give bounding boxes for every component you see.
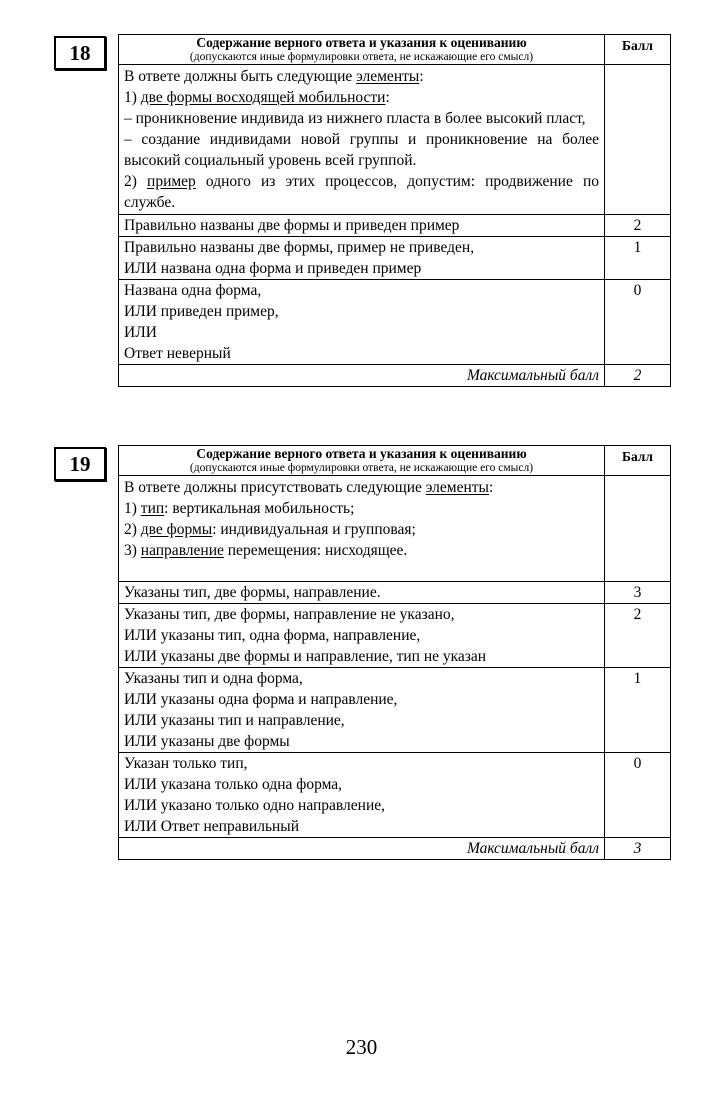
- criteria-score: 2: [605, 604, 671, 668]
- criteria-text: Правильно названы две формы и приведен пример: [119, 215, 605, 237]
- criteria-row: [119, 582, 671, 604]
- criteria-row: [119, 280, 671, 365]
- criteria-score: 1: [605, 668, 671, 753]
- max-score-row: [119, 838, 671, 860]
- criteria-text: Указаны тип, две формы, направление.: [119, 582, 605, 604]
- answer-content-row: [119, 65, 671, 215]
- criteria-text: Названа одна форма, ИЛИ приведен пример, ИЛИ Ответ неверный: [119, 280, 605, 365]
- header-subtitle: (допускаются иные формулировки ответа, не искажающие его смысл): [189, 462, 534, 474]
- answer-content: [119, 476, 605, 582]
- max-score-label: Максимальный балл: [119, 365, 605, 387]
- criteria-row: [119, 237, 671, 280]
- criteria-row: [119, 604, 671, 668]
- task-number-18: 18: [54, 36, 106, 70]
- criteria-text: Указан только тип, ИЛИ указана только одна форма, ИЛИ указано только одно направление, ИЛИ Ответ неправильный: [119, 753, 605, 838]
- content-item-3: 3) направление перемещения: нисходящее.: [124, 542, 408, 559]
- empty-score-cell: [605, 476, 671, 582]
- answer-content: [119, 65, 605, 215]
- max-score-label: Максимальный балл: [119, 838, 605, 860]
- header-cell: [119, 35, 605, 65]
- content-point-1: – проникновение индивида из нижнего пласта в более высокий пласт,: [124, 110, 586, 127]
- criteria-score: 1: [605, 237, 671, 280]
- table-header-row: [119, 446, 671, 476]
- content-item-2: 2) пример одного из этих процессов, допустим: продвижение по службе.: [124, 173, 599, 211]
- criteria-score: 0: [605, 753, 671, 838]
- criteria-table-18: [118, 34, 671, 387]
- criteria-row: [119, 753, 671, 838]
- empty-score-cell: [605, 65, 671, 215]
- criteria-score: 3: [605, 582, 671, 604]
- content-intro: В ответе должны быть следующие элементы:: [124, 68, 424, 85]
- content-item-1: 1) тип: вертикальная мобильность;: [124, 500, 355, 517]
- header-title: Содержание верного ответа и указания к оцениванию: [196, 446, 527, 461]
- score-header: Балл: [605, 446, 671, 476]
- header-title: Содержание верного ответа и указания к оцениванию: [196, 35, 527, 50]
- header-subtitle: (допускаются иные формулировки ответа, не искажающие его смысл): [189, 51, 534, 63]
- criteria-text: Указаны тип и одна форма, ИЛИ указаны одна форма и направление, ИЛИ указаны тип и направление, ИЛИ указаны две формы: [119, 668, 605, 753]
- max-score-value: 2: [605, 365, 671, 387]
- answer-content-row: [119, 476, 671, 582]
- content-intro: В ответе должны присутствовать следующие элементы:: [124, 479, 494, 496]
- criteria-score: 0: [605, 280, 671, 365]
- content-item-2: 2) две формы: индивидуальная и групповая;: [124, 521, 416, 538]
- content-point-2: – создание индивидами новой группы и проникновение на более высокий социальный уровень всей группой.: [124, 131, 599, 169]
- score-header: Балл: [605, 35, 671, 65]
- content-item-1: 1) две формы восходящей мобильности:: [124, 89, 390, 106]
- table-header-row: [119, 35, 671, 65]
- criteria-score: 2: [605, 215, 671, 237]
- criteria-table-19: [118, 445, 671, 860]
- task-number-19: 19: [54, 447, 106, 481]
- criteria-row: [119, 215, 671, 237]
- criteria-row: [119, 668, 671, 753]
- header-cell: [119, 446, 605, 476]
- criteria-text: Правильно названы две формы, пример не приведен, ИЛИ названа одна форма и приведен пример: [119, 237, 605, 280]
- max-score-row: [119, 365, 671, 387]
- page-number: 230: [345, 1035, 378, 1059]
- criteria-text: Указаны тип, две формы, направление не указано, ИЛИ указаны тип, одна форма, направление, ИЛИ указаны две формы и направление, тип не указан: [119, 604, 605, 668]
- max-score-value: 3: [605, 838, 671, 860]
